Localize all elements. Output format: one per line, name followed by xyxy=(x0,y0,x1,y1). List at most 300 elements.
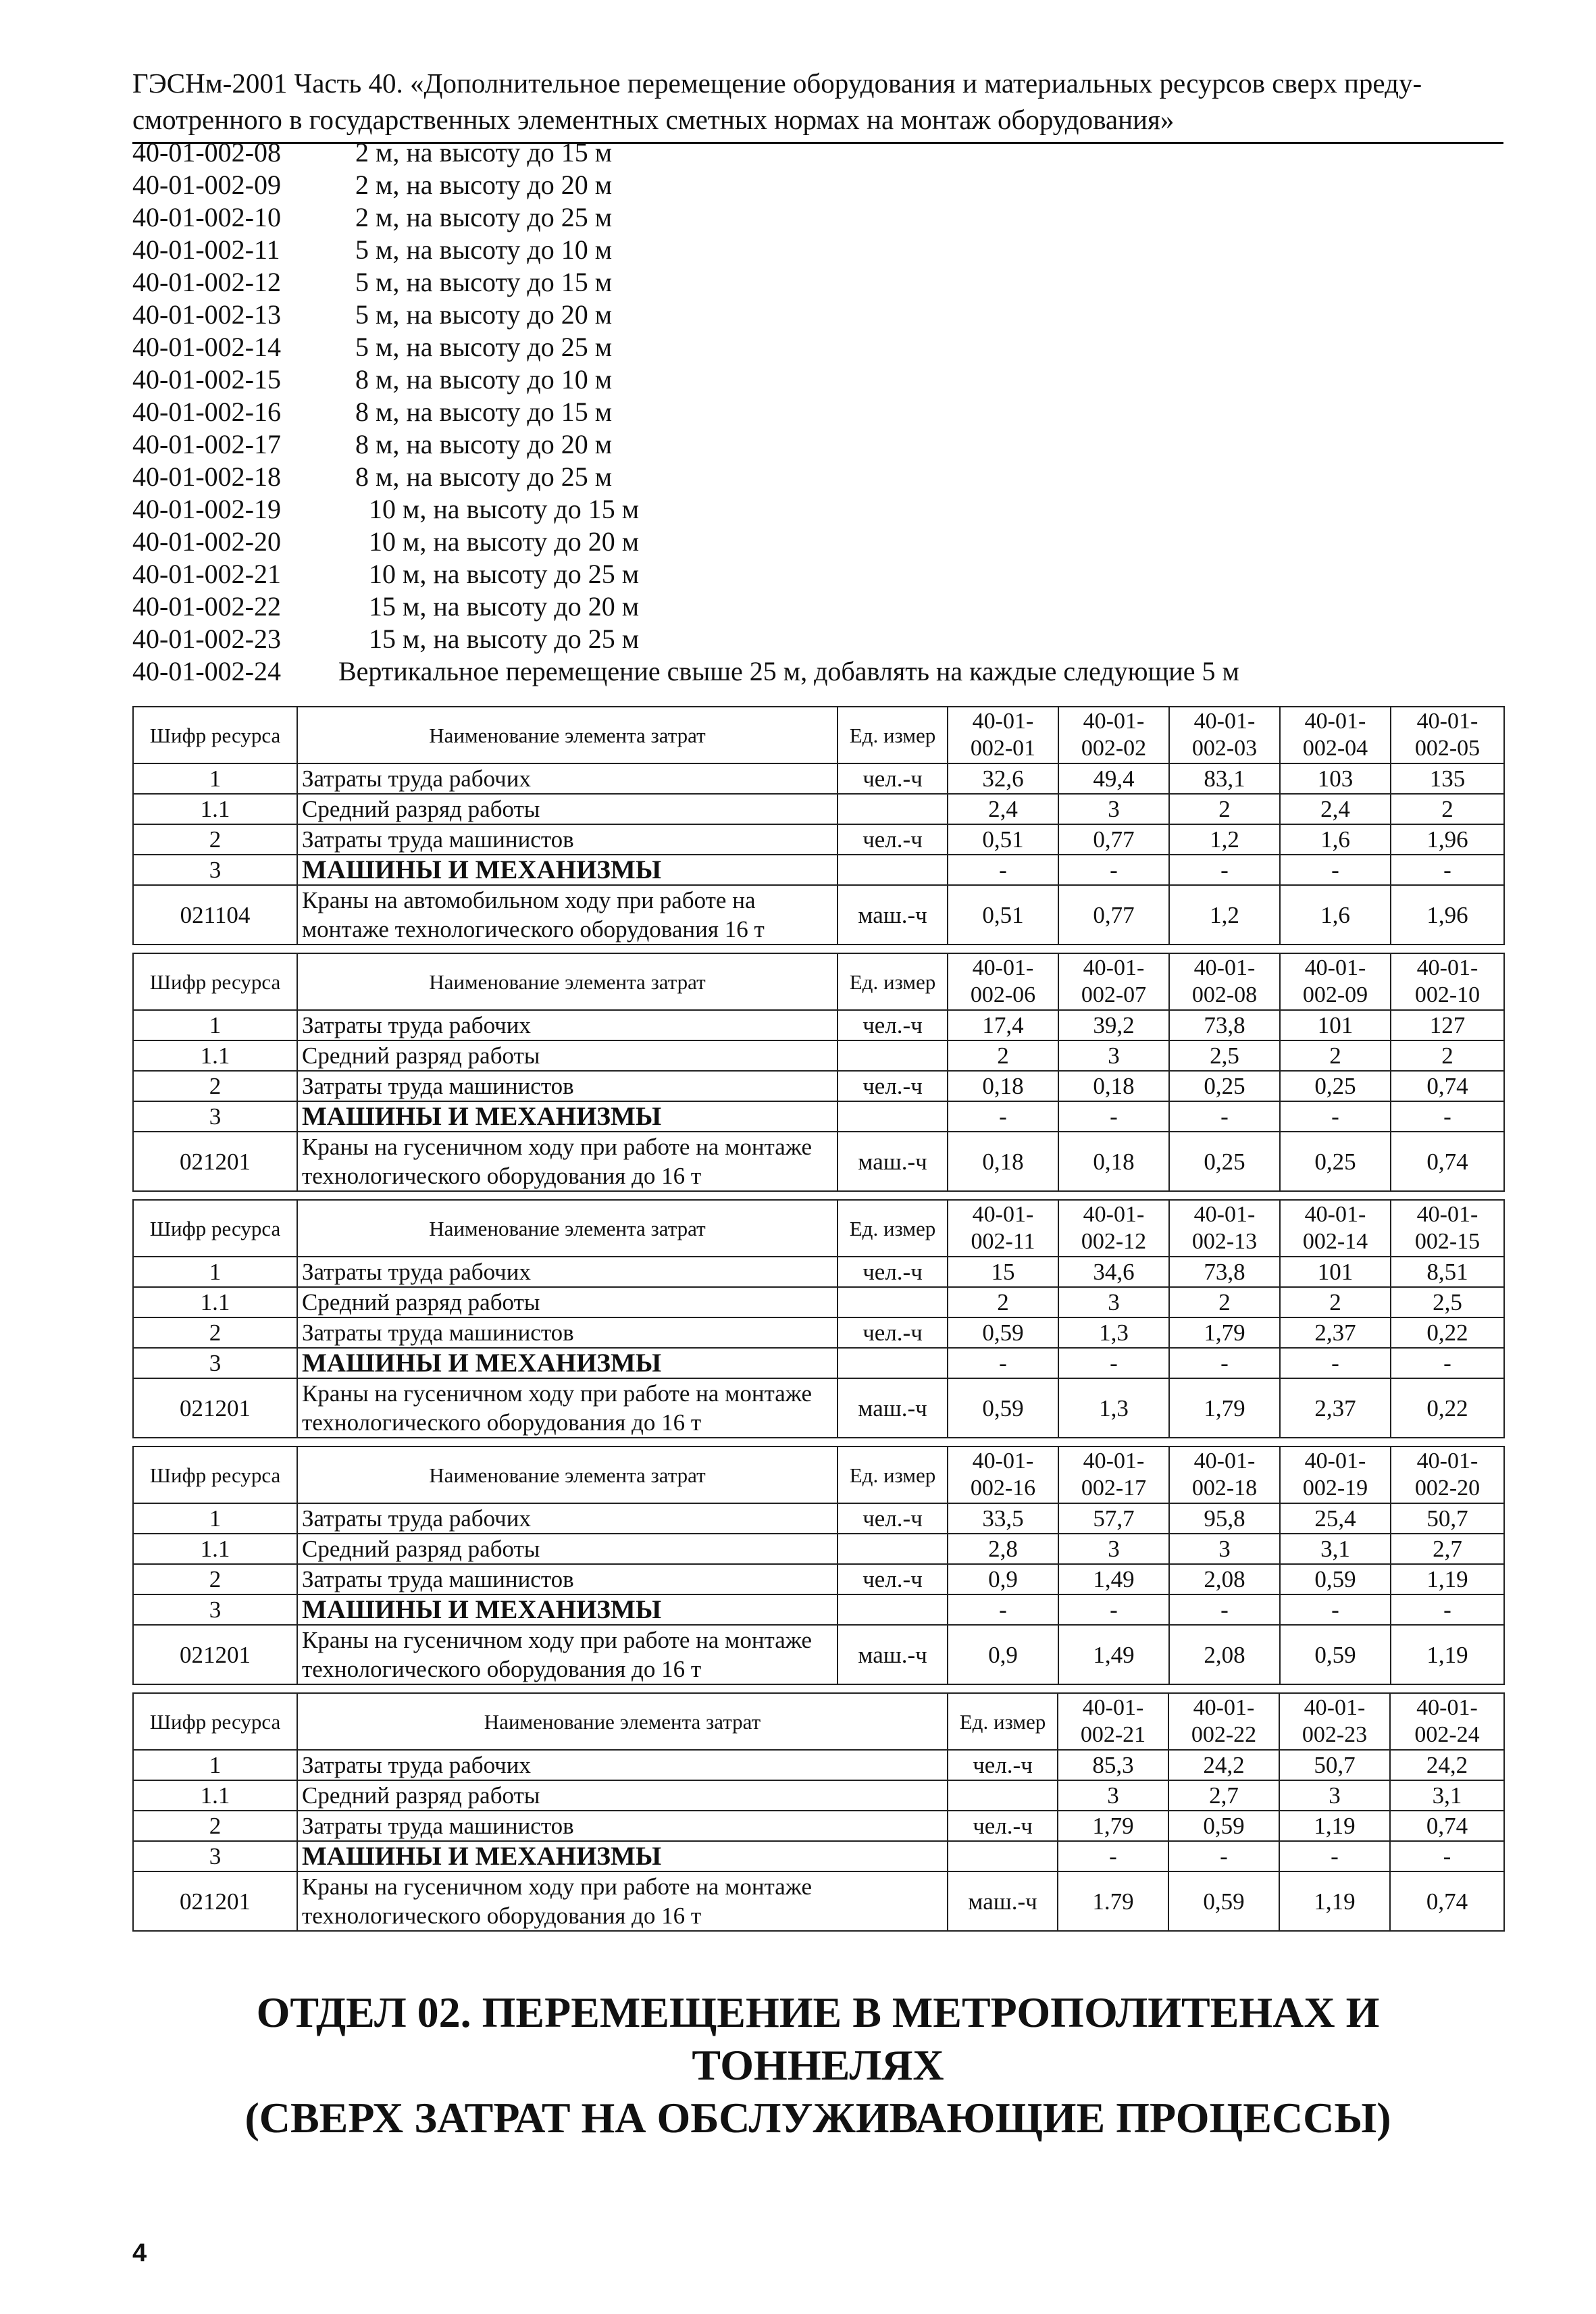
cell-value: - xyxy=(948,1101,1058,1132)
column-header-norm: 40-01- 002-03 xyxy=(1169,707,1280,763)
norm-description: 5 м, на высоту до 10 м xyxy=(355,234,613,265)
cell-value: 2 xyxy=(1280,1287,1391,1317)
cell-value: - xyxy=(1058,855,1169,885)
column-header-name: Наименование элемента затрат xyxy=(297,953,838,1010)
column-header-norm: 40-01- 002-11 xyxy=(948,1200,1058,1257)
norm-code: 40-01-002-20 xyxy=(132,526,281,557)
column-header-norm: 40-01- 002-08 xyxy=(1169,953,1280,1010)
code-list-item xyxy=(132,234,1503,266)
resource-table xyxy=(132,1199,1505,1438)
code-list-item xyxy=(132,363,1503,396)
column-header-norm: 40-01- 002-19 xyxy=(1280,1447,1391,1503)
cell-name: Затраты труда машинистов xyxy=(297,1071,838,1101)
cell-value: 1.79 xyxy=(1058,1871,1168,1931)
cell-name: МАШИНЫ И МЕХАНИЗМЫ xyxy=(297,855,838,885)
column-header-norm: 40-01- 002-10 xyxy=(1391,953,1504,1010)
table-row xyxy=(133,1287,1504,1317)
column-header-name: Наименование элемента затрат xyxy=(297,1200,838,1257)
cell-cipher: 1 xyxy=(133,1503,297,1534)
cell-value: 2,4 xyxy=(948,794,1058,824)
cell-value: 2 xyxy=(948,1040,1058,1071)
cell-value: 1,19 xyxy=(1391,1564,1504,1594)
cell-value: 95,8 xyxy=(1169,1503,1280,1534)
table-row xyxy=(133,1594,1504,1625)
norm-code: 40-01-002-10 xyxy=(132,202,281,232)
cell-cipher: 2 xyxy=(133,1564,297,1594)
cell-cipher: 1.1 xyxy=(133,1040,297,1071)
code-list-item xyxy=(132,493,1503,526)
code-list-item xyxy=(132,590,1503,623)
cell-value: 0,59 xyxy=(948,1378,1058,1438)
cell-value: 8,51 xyxy=(1391,1257,1504,1287)
table-row xyxy=(133,1132,1504,1191)
cell-value: 2 xyxy=(948,1287,1058,1317)
table-row xyxy=(133,1625,1504,1684)
cell-value: 0,59 xyxy=(1168,1811,1279,1841)
cell-cipher: 021201 xyxy=(133,1871,297,1931)
cell-value: 1,79 xyxy=(1169,1317,1280,1348)
code-list-item xyxy=(132,558,1503,590)
cell-value: 39,2 xyxy=(1058,1010,1169,1040)
cell-value: - xyxy=(1058,1841,1168,1871)
cell-value: 3 xyxy=(1058,1780,1168,1811)
cell-unit: маш.-ч xyxy=(948,1871,1058,1931)
cell-value: 2,37 xyxy=(1280,1317,1391,1348)
cell-value: 0,59 xyxy=(1168,1871,1279,1931)
cell-value: 0,74 xyxy=(1390,1871,1504,1931)
cell-value: 1,49 xyxy=(1058,1625,1169,1684)
cell-value: - xyxy=(1058,1101,1169,1132)
table-row xyxy=(133,1348,1504,1378)
cell-unit xyxy=(838,1594,948,1625)
norm-description: 2 м, на высоту до 20 м xyxy=(355,170,613,200)
cell-value: 101 xyxy=(1280,1010,1391,1040)
cell-cipher: 2 xyxy=(133,1317,297,1348)
norm-description: 2 м, на высоту до 15 м xyxy=(355,137,613,168)
cell-value: 135 xyxy=(1391,763,1504,794)
cell-value: 2,08 xyxy=(1169,1625,1280,1684)
cell-cipher: 021201 xyxy=(133,1625,297,1684)
cell-value: 0,18 xyxy=(948,1071,1058,1101)
code-list-item xyxy=(132,396,1503,428)
cell-name: Средний разряд работы xyxy=(297,794,838,824)
code-list-item xyxy=(132,461,1503,493)
cell-value: 0,51 xyxy=(948,885,1058,945)
column-header-norm: 40-01- 002-14 xyxy=(1280,1200,1391,1257)
cell-value: 0,18 xyxy=(1058,1071,1169,1101)
column-header-cipher: Шифр ресурса xyxy=(133,1447,297,1503)
cell-value: 2,37 xyxy=(1280,1378,1391,1438)
cell-cipher: 1 xyxy=(133,1750,297,1780)
column-header-norm: 40-01- 002-15 xyxy=(1391,1200,1504,1257)
code-list-item xyxy=(132,526,1503,558)
column-header-unit: Ед. измер xyxy=(838,1447,948,1503)
table-row xyxy=(133,1010,1504,1040)
norm-code: 40-01-002-16 xyxy=(132,397,281,427)
cell-value: 0,18 xyxy=(948,1132,1058,1191)
cell-unit xyxy=(838,855,948,885)
cell-cipher: 3 xyxy=(133,1594,297,1625)
cell-value: 1,2 xyxy=(1169,885,1280,945)
cell-unit: чел.-ч xyxy=(838,824,948,855)
section-title-line-1: ОТДЕЛ 02. ПЕРЕМЕЩЕНИЕ В МЕТРОПОЛИТЕНАХ И ТОННЕЛЯХ xyxy=(256,1988,1380,2089)
cell-unit xyxy=(838,1348,948,1378)
cell-value: 3 xyxy=(1058,1040,1169,1071)
code-list-item xyxy=(132,331,1503,363)
column-header-norm: 40-01- 002-16 xyxy=(948,1447,1058,1503)
resource-table xyxy=(132,1446,1505,1685)
cell-value: 57,7 xyxy=(1058,1503,1169,1534)
norm-description: 2 м, на высоту до 25 м xyxy=(355,202,613,232)
cell-value: 1,96 xyxy=(1391,824,1504,855)
cell-value: 3 xyxy=(1058,794,1169,824)
cell-value: 127 xyxy=(1391,1010,1504,1040)
cell-value: 49,4 xyxy=(1058,763,1169,794)
table-row xyxy=(133,1503,1504,1534)
norm-code: 40-01-002-21 xyxy=(132,559,281,589)
cell-value: - xyxy=(1390,1841,1504,1871)
column-header-norm: 40-01- 002-06 xyxy=(948,953,1058,1010)
cell-value: - xyxy=(1280,855,1391,885)
cell-unit: чел.-ч xyxy=(838,1317,948,1348)
column-header-norm: 40-01- 002-22 xyxy=(1168,1693,1279,1750)
cell-value: - xyxy=(1280,1594,1391,1625)
resource-table xyxy=(132,706,1505,945)
cell-value: 1,79 xyxy=(1058,1811,1168,1841)
table-row xyxy=(133,1564,1504,1594)
norm-code: 40-01-002-18 xyxy=(132,461,281,492)
cell-cipher: 3 xyxy=(133,1348,297,1378)
table-row xyxy=(133,1101,1504,1132)
cell-value: 1,6 xyxy=(1280,824,1391,855)
column-header-cipher: Шифр ресурса xyxy=(133,1693,297,1750)
cell-name: Краны на гусеничном ходу при работе на монтаже технологического оборудования до 16 т xyxy=(297,1378,838,1438)
cell-unit: маш.-ч xyxy=(838,1625,948,1684)
cell-value: - xyxy=(1280,1348,1391,1378)
cell-unit: чел.-ч xyxy=(838,763,948,794)
cell-value: - xyxy=(948,1594,1058,1625)
page-number: 4 xyxy=(132,2239,147,2267)
cell-value: - xyxy=(1391,1348,1504,1378)
cell-unit: чел.-ч xyxy=(838,1503,948,1534)
cell-cipher: 3 xyxy=(133,855,297,885)
resource-table xyxy=(132,953,1505,1192)
cell-cipher: 1.1 xyxy=(133,1534,297,1564)
norm-code: 40-01-002-11 xyxy=(132,234,280,265)
cell-value: 1,3 xyxy=(1058,1317,1169,1348)
header-line-1: ГЭСНм-2001 Часть 40. «Дополнительное перемещение оборудования и материальных ресурсов сверх преду- xyxy=(132,68,1422,99)
table-row xyxy=(133,824,1504,855)
cell-value: 2,7 xyxy=(1391,1534,1504,1564)
cell-value: 85,3 xyxy=(1058,1750,1168,1780)
cell-unit xyxy=(948,1780,1058,1811)
cell-value: 3 xyxy=(1279,1780,1390,1811)
table-row xyxy=(133,1841,1504,1871)
code-list-item xyxy=(132,169,1503,201)
cell-cipher: 3 xyxy=(133,1101,297,1132)
cell-cipher: 3 xyxy=(133,1841,297,1871)
cell-name: Краны на гусеничном ходу при работе на монтаже технологического оборудования до 16 т xyxy=(297,1132,838,1191)
column-header-name: Наименование элемента затрат xyxy=(297,1693,948,1750)
table-row xyxy=(133,1257,1504,1287)
cell-name: МАШИНЫ И МЕХАНИЗМЫ xyxy=(297,1841,948,1871)
cell-unit: чел.-ч xyxy=(948,1811,1058,1841)
cell-value: 2 xyxy=(1391,794,1504,824)
cell-name: Затраты труда машинистов xyxy=(297,824,838,855)
table-row xyxy=(133,1040,1504,1071)
column-header-unit: Ед. измер xyxy=(838,953,948,1010)
cell-unit xyxy=(838,1040,948,1071)
column-header-norm: 40-01- 002-02 xyxy=(1058,707,1169,763)
norm-code: 40-01-002-19 xyxy=(132,494,281,524)
cell-value: - xyxy=(1279,1841,1390,1871)
cell-value: - xyxy=(1280,1101,1391,1132)
cell-cipher: 2 xyxy=(133,1811,297,1841)
cell-cipher: 1 xyxy=(133,1010,297,1040)
table-row xyxy=(133,1534,1504,1564)
cell-value: 1,2 xyxy=(1169,824,1280,855)
norm-description: 8 м, на высоту до 15 м xyxy=(355,397,613,427)
cell-value: 0,77 xyxy=(1058,824,1169,855)
cell-name: Краны на гусеничном ходу при работе на монтаже технологического оборудования до 16 т xyxy=(297,1625,838,1684)
cell-value: - xyxy=(948,855,1058,885)
cell-value: 2,4 xyxy=(1280,794,1391,824)
cell-unit xyxy=(838,1287,948,1317)
cell-value: 34,6 xyxy=(1058,1257,1169,1287)
column-header-norm: 40-01- 002-20 xyxy=(1391,1447,1504,1503)
table-row xyxy=(133,1750,1504,1780)
norm-description: 8 м, на высоту до 10 м xyxy=(355,364,613,395)
cell-value: 1,49 xyxy=(1058,1564,1169,1594)
cell-name: Затраты труда машинистов xyxy=(297,1564,838,1594)
header-line-2: смотренного в государственных элементных сметных нормах на монтаж оборудования» xyxy=(132,104,1175,135)
code-list-item xyxy=(132,655,1503,688)
cell-name: Средний разряд работы xyxy=(297,1534,838,1564)
column-header-unit: Ед. измер xyxy=(838,707,948,763)
table-row xyxy=(133,794,1504,824)
cell-value: 101 xyxy=(1280,1257,1391,1287)
cell-cipher: 1.1 xyxy=(133,1780,297,1811)
cell-value: 24,2 xyxy=(1390,1750,1504,1780)
cell-value: 1,3 xyxy=(1058,1378,1169,1438)
cell-value: 0,59 xyxy=(948,1317,1058,1348)
norm-description: 8 м, на высоту до 25 м xyxy=(355,461,613,492)
cell-value: 2,8 xyxy=(948,1534,1058,1564)
cell-value: 3 xyxy=(1058,1534,1169,1564)
column-header-norm: 40-01- 002-07 xyxy=(1058,953,1169,1010)
cell-cipher: 021201 xyxy=(133,1132,297,1191)
cell-name: Затраты труда рабочих xyxy=(297,1010,838,1040)
cell-cipher: 1 xyxy=(133,1257,297,1287)
cell-value: 32,6 xyxy=(948,763,1058,794)
cell-unit: чел.-ч xyxy=(948,1750,1058,1780)
cell-value: 0,25 xyxy=(1169,1071,1280,1101)
column-header-cipher: Шифр ресурса xyxy=(133,1200,297,1257)
cell-unit xyxy=(948,1841,1058,1871)
table-row xyxy=(133,885,1504,945)
cell-value: 1,79 xyxy=(1169,1378,1280,1438)
code-list-item xyxy=(132,136,1503,169)
cell-unit xyxy=(838,1101,948,1132)
cell-value: 24,2 xyxy=(1168,1750,1279,1780)
code-list-item xyxy=(132,299,1503,331)
cell-unit xyxy=(838,794,948,824)
norm-description: 5 м, на высоту до 25 м xyxy=(355,332,613,362)
column-header-norm: 40-01- 002-12 xyxy=(1058,1200,1169,1257)
section-title xyxy=(132,1986,1503,2144)
cell-value: 0,74 xyxy=(1390,1811,1504,1841)
cell-name: Краны на автомобильном ходу при работе на монтаже технологического оборудования 16 т xyxy=(297,885,838,945)
norm-description: 10 м, на высоту до 15 м xyxy=(369,494,640,524)
cell-value: 3,1 xyxy=(1390,1780,1504,1811)
cell-value: 2,5 xyxy=(1169,1040,1280,1071)
cell-cipher: 021104 xyxy=(133,885,297,945)
cell-value: 0,18 xyxy=(1058,1132,1169,1191)
cell-name: Затраты труда рабочих xyxy=(297,763,838,794)
cell-value: 25,4 xyxy=(1280,1503,1391,1534)
table-row xyxy=(133,855,1504,885)
column-header-cipher: Шифр ресурса xyxy=(133,953,297,1010)
cell-value: 0,25 xyxy=(1169,1132,1280,1191)
cell-unit xyxy=(838,1534,948,1564)
cell-value: - xyxy=(1169,1348,1280,1378)
cell-value: 17,4 xyxy=(948,1010,1058,1040)
cell-cipher: 021201 xyxy=(133,1378,297,1438)
cell-name: МАШИНЫ И МЕХАНИЗМЫ xyxy=(297,1348,838,1378)
cell-value: 0,9 xyxy=(948,1625,1058,1684)
code-list-item xyxy=(132,623,1503,655)
cell-name: Затраты труда рабочих xyxy=(297,1750,948,1780)
code-list-item xyxy=(132,428,1503,461)
column-header-norm: 40-01- 002-24 xyxy=(1390,1693,1504,1750)
column-header-name: Наименование элемента затрат xyxy=(297,707,838,763)
cell-name: МАШИНЫ И МЕХАНИЗМЫ xyxy=(297,1101,838,1132)
cell-name: Средний разряд работы xyxy=(297,1780,948,1811)
cell-unit: чел.-ч xyxy=(838,1071,948,1101)
cell-value: 103 xyxy=(1280,763,1391,794)
cell-value: 2,08 xyxy=(1169,1564,1280,1594)
column-header-unit: Ед. измер xyxy=(948,1693,1058,1750)
cell-value: - xyxy=(1058,1594,1169,1625)
cell-value: 2 xyxy=(1391,1040,1504,1071)
cell-value: 50,7 xyxy=(1279,1750,1390,1780)
cell-value: 1,19 xyxy=(1391,1625,1504,1684)
cell-name: Средний разряд работы xyxy=(297,1040,838,1071)
norm-description: 5 м, на высоту до 15 м xyxy=(355,267,613,297)
cell-value: 1,19 xyxy=(1279,1871,1390,1931)
cell-value: 1,96 xyxy=(1391,885,1504,945)
cell-value: 0,74 xyxy=(1391,1071,1504,1101)
table-row xyxy=(133,1871,1504,1931)
cell-value: 0,77 xyxy=(1058,885,1169,945)
norm-description: 10 м, на высоту до 20 м xyxy=(369,526,640,557)
cell-value: 33,5 xyxy=(948,1503,1058,1534)
cell-value: 73,8 xyxy=(1169,1257,1280,1287)
cell-value: 0,22 xyxy=(1391,1378,1504,1438)
cell-name: Средний разряд работы xyxy=(297,1287,838,1317)
cell-value: 0,74 xyxy=(1391,1132,1504,1191)
code-list-item xyxy=(132,201,1503,234)
cell-value: 2 xyxy=(1169,794,1280,824)
norm-description: 8 м, на высоту до 20 м xyxy=(355,429,613,459)
cell-value: 0,59 xyxy=(1280,1625,1391,1684)
cell-value: 3 xyxy=(1169,1534,1280,1564)
table-row xyxy=(133,1378,1504,1438)
cell-name: Затраты труда машинистов xyxy=(297,1317,838,1348)
cell-value: 2,5 xyxy=(1391,1287,1504,1317)
norm-description: 5 м, на высоту до 20 м xyxy=(355,299,613,330)
column-header-norm: 40-01- 002-04 xyxy=(1280,707,1391,763)
cell-value: - xyxy=(1169,1594,1280,1625)
cell-value: - xyxy=(948,1348,1058,1378)
cell-value: 2,7 xyxy=(1168,1780,1279,1811)
cell-name: Краны на гусеничном ходу при работе на монтаже технологического оборудования до 16 т xyxy=(297,1871,948,1931)
cell-name: МАШИНЫ И МЕХАНИЗМЫ xyxy=(297,1594,838,1625)
cell-unit: маш.-ч xyxy=(838,1132,948,1191)
cell-value: 0,59 xyxy=(1280,1564,1391,1594)
column-header-norm: 40-01- 002-21 xyxy=(1058,1693,1168,1750)
column-header-name: Наименование элемента затрат xyxy=(297,1447,838,1503)
norm-code: 40-01-002-23 xyxy=(132,624,281,654)
cell-cipher: 2 xyxy=(133,824,297,855)
table-row xyxy=(133,763,1504,794)
cell-name: Затраты труда рабочих xyxy=(297,1503,838,1534)
norm-code: 40-01-002-08 xyxy=(132,137,281,168)
cell-value: 1,6 xyxy=(1280,885,1391,945)
table-row xyxy=(133,1317,1504,1348)
norm-description: Вертикальное перемещение свыше 25 м, добавлять на каждые следующие 5 м xyxy=(338,656,1239,686)
column-header-norm: 40-01- 002-05 xyxy=(1391,707,1504,763)
column-header-norm: 40-01- 002-18 xyxy=(1169,1447,1280,1503)
column-header-unit: Ед. измер xyxy=(838,1200,948,1257)
cell-value: 0,25 xyxy=(1280,1071,1391,1101)
column-header-cipher: Шифр ресурса xyxy=(133,707,297,763)
norm-code: 40-01-002-09 xyxy=(132,170,281,200)
cell-value: 2 xyxy=(1280,1040,1391,1071)
cell-unit: маш.-ч xyxy=(838,1378,948,1438)
norm-code: 40-01-002-24 xyxy=(132,656,281,686)
norm-code: 40-01-002-13 xyxy=(132,299,281,330)
column-header-norm: 40-01- 002-13 xyxy=(1169,1200,1280,1257)
cell-value: - xyxy=(1168,1841,1279,1871)
table-row xyxy=(133,1811,1504,1841)
table-row xyxy=(133,1071,1504,1101)
cell-cipher: 1.1 xyxy=(133,1287,297,1317)
cell-value: - xyxy=(1391,1594,1504,1625)
cell-cipher: 1 xyxy=(133,763,297,794)
cell-value: - xyxy=(1391,855,1504,885)
norm-description: 15 м, на высоту до 20 м xyxy=(369,591,640,622)
cell-value: 2 xyxy=(1169,1287,1280,1317)
column-header-norm: 40-01- 002-01 xyxy=(948,707,1058,763)
cell-unit: маш.-ч xyxy=(838,885,948,945)
cell-name: Затраты труда машинистов xyxy=(297,1811,948,1841)
norm-code: 40-01-002-14 xyxy=(132,332,281,362)
norm-description: 10 м, на высоту до 25 м xyxy=(369,559,640,589)
column-header-norm: 40-01- 002-09 xyxy=(1280,953,1391,1010)
cell-value: 3 xyxy=(1058,1287,1169,1317)
cell-value: 0,22 xyxy=(1391,1317,1504,1348)
cell-value: 0,9 xyxy=(948,1564,1058,1594)
cell-value: - xyxy=(1058,1348,1169,1378)
cell-value: 15 xyxy=(948,1257,1058,1287)
cell-value: - xyxy=(1169,1101,1280,1132)
cell-value: 83,1 xyxy=(1169,763,1280,794)
cell-value: - xyxy=(1391,1101,1504,1132)
cell-value: 0,51 xyxy=(948,824,1058,855)
cell-cipher: 1.1 xyxy=(133,794,297,824)
cell-name: Затраты труда рабочих xyxy=(297,1257,838,1287)
